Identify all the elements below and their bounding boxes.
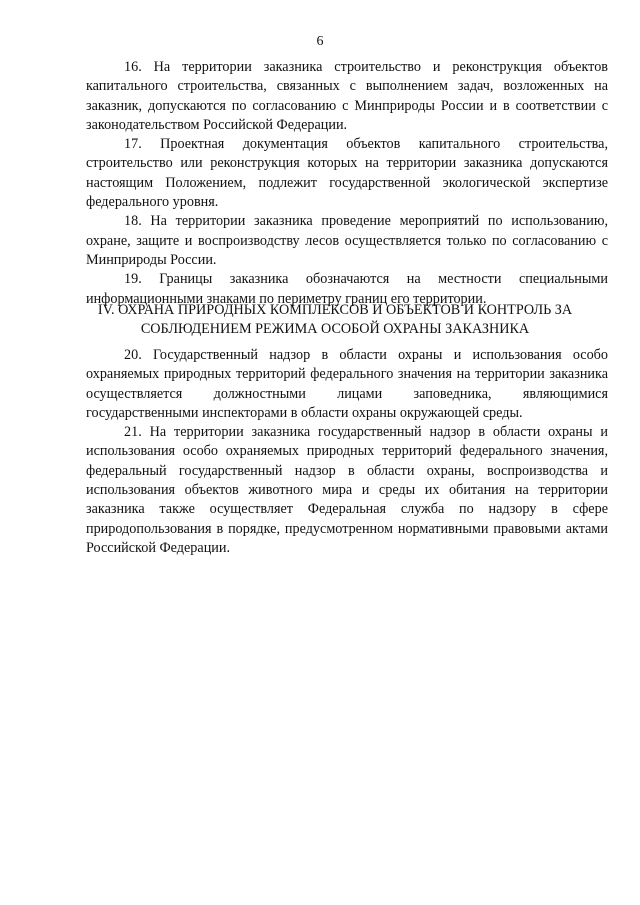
paragraph-16: 16. На территории заказника строительство и реконструкция объектов капитального строительства, связанных с выполнением задач, возложенных на заказник, допускаются по согласованию с Минприроды России и в соответствии с законодательством Российской Федерации. [86,59,608,133]
paragraph-block-16-19 [86,58,608,309]
section-heading-line-2: СОБЛЮДЕНИЕМ РЕЖИМА ОСОБОЙ ОХРАНЫ ЗАКАЗНИКА [140,321,530,337]
paragraph-20: 20. Государственный надзор в области охраны и использования особо охраняемых природных территорий федерального значения на территории заказника осуществляется должностными лицами заповедника, являющимися государственными инспекторами в области охраны окружающей среды. [86,347,608,421]
paragraph-17: 17. Проектная документация объектов капитального строительства, строительство или реконструкция которых на территории заказника допускаются настоящим Положением, подлежит государственной экологической экспертизе федерального уровня. [86,136,608,211]
page-number: 6 [316,34,324,49]
section-heading-line-1: IV. ОХРАНА ПРИРОДНЫХ КОМПЛЕКСОВ И ОБЪЕКТОВ И КОНТРОЛЬ ЗА [97,302,573,318]
paragraph-19: 19. Границы заказника обозначаются на местности специальными информационными знаками по периметру границ его территории. [86,271,608,307]
paragraph-18: 18. На территории заказника проведение мероприятий по использованию, охране, защите и воспроизводству лесов осуществляется только по согласованию с Минприроды России. [86,213,608,268]
section-heading-iv [70,301,600,339]
paragraph-21: 21. На территории заказника государственный надзор в области охраны и использования особо охраняемых природных территорий федерального значения, федеральный государственный надзор в области охраны, воспроизводства и использования объектов животного мира и среды их обитания на территории заказника также осуществляет Федеральная служба по надзору в сфере природопользования в порядке, предусмотренном нормативными правовыми актами Российской Федерации. [86,424,608,556]
paragraph-block-20-21 [86,346,608,558]
